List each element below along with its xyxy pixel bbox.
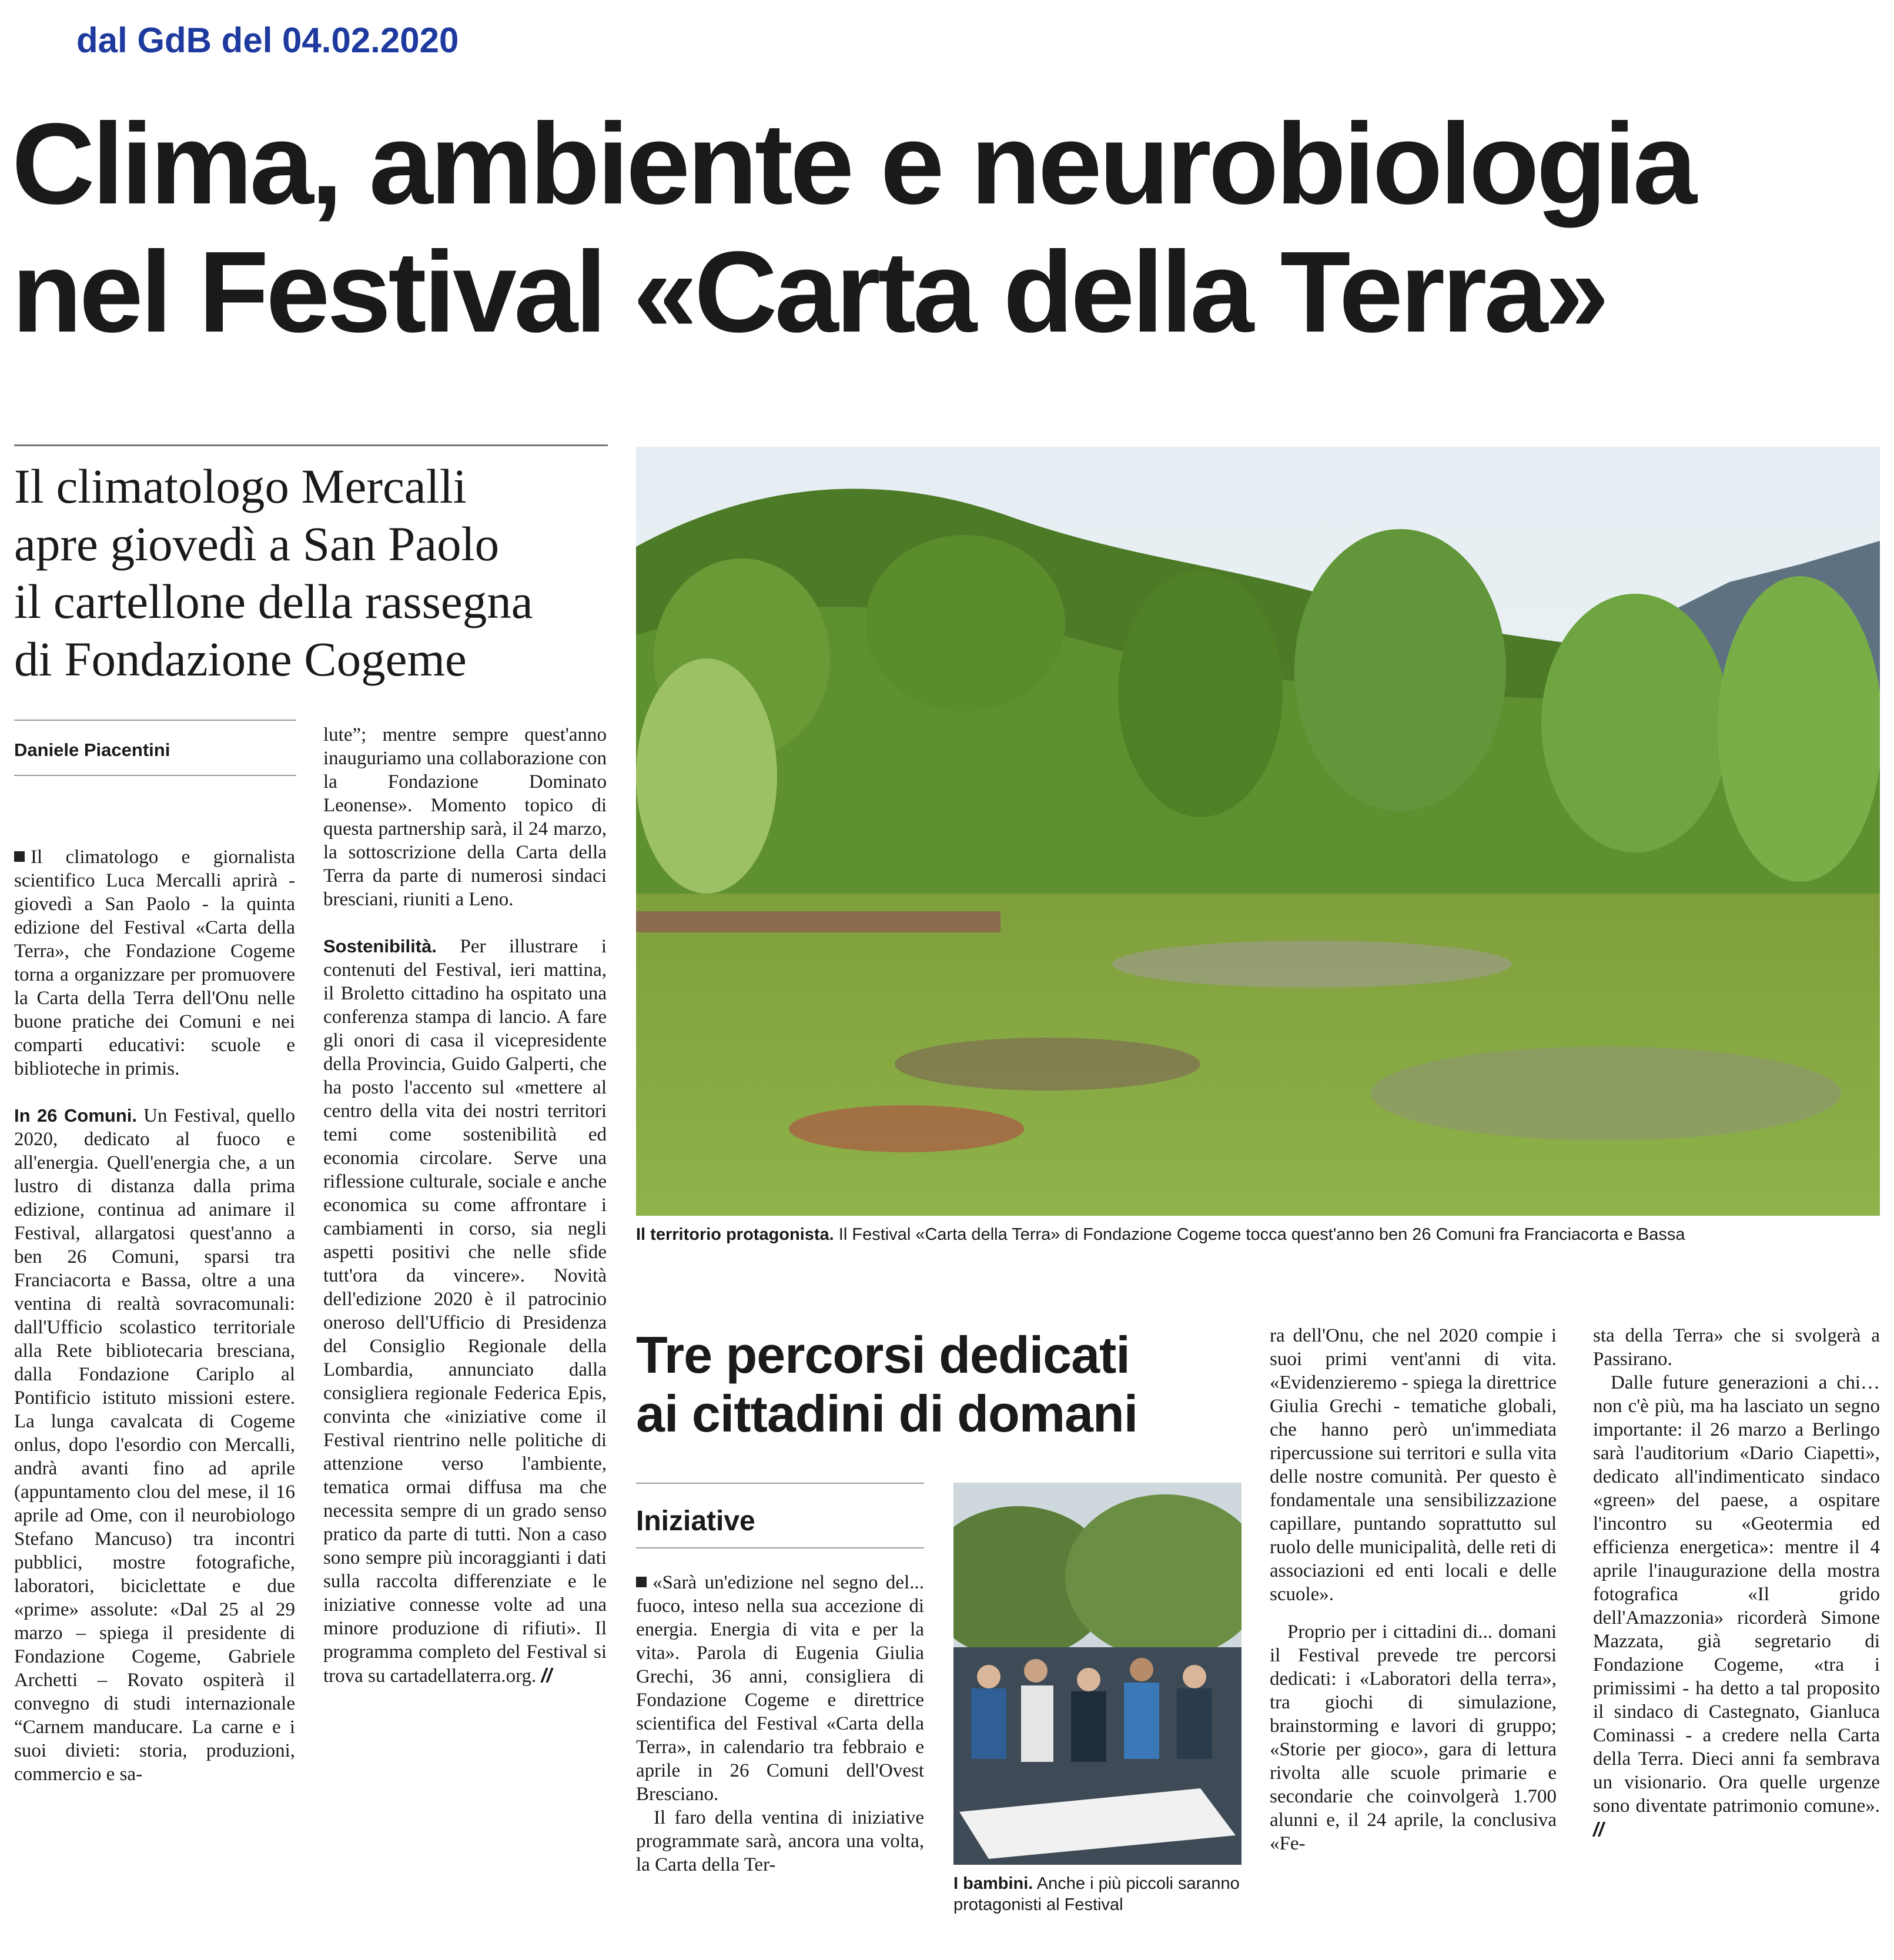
subheadline-line1: Il climatologo Mercalli xyxy=(14,459,467,513)
bullet-square-icon xyxy=(14,851,25,862)
paragraph-text: ra dell'Onu, che nel 2020 compie i suoi primi vent'anni di vita. «Evidenzieremo - spiega la direttrice Giulia Grechi - tematiche globali, che hanno però un'immediata ripercussione sui territori e sulla vita delle nostre comunità. Per questo è fondamentale una sensibilizzazione capillare, puntando soprattutto sul ruolo delle municipalità, delle reti di associazioni ed enti locali e delle scuole». xyxy=(1270,1325,1557,1605)
article-column-1 xyxy=(14,845,295,1810)
paragraph xyxy=(1593,1324,1880,1371)
article-end-mark: // xyxy=(541,1664,552,1686)
main-headline xyxy=(12,100,1881,356)
paragraph xyxy=(14,1104,295,1786)
paragraph xyxy=(323,935,607,1688)
subheadline-line2: apre giovedì a San Paolo xyxy=(14,517,500,571)
children-photo-caption xyxy=(953,1873,1242,1915)
paragraph-text: Per illustrare i contenuti del Festival, ieri mattina, il Broletto cittadino ha ospitato una conferenza stampa di lancio. A fare gli onori di casa il vicepresidente della Provincia, Guido Galperti, che ha posto l'accento sul «mettere al centro della vita dei nostri territori temi come sostenibilità ed economia circolare. Serve una riflessione culturale, sociale e anche economica su come affrontare i cambiamenti in corso, sia negli aspetti positivi che nelle sfide tutt'ora da vincere». Novità dell'edizione 2020 è il patrocinio oneroso dell'Ufficio di Presidenza del Consiglio Regionale della Lombardia, annunciato dalla consigliera regionale Federica Epis, convinta che «iniziative come il Festival rientrino nelle politiche di attenzione verso l'ambiente, tematica ormai diffusa ma che necessita sempre di un grado senso pratico da parte di tutti. Non a caso sono sempre più incoraggianti i dati sulla raccolta differenziate e le iniziative connesse volte ad una minore produzione di rifiuti». Il programma completo del Festival si trova su cartadellaterra.org. xyxy=(323,936,607,1687)
paragraph-text: «Sarà un'edizione nel segno del... fuoco, inteso nella sua accezione di energia. Energia di vita e per la vita». Parola di Eugenia Giulia Grechi, 36 anni, consigliera di Fondazione Cogeme e direttrice scientifica del Festival «Carta della Terra», in calendario tra febbraio e aprile in 26 Comuni dell'Ovest Bresciano. xyxy=(636,1572,924,1805)
article-end-mark: // xyxy=(1593,1818,1604,1840)
article2-column-1 xyxy=(636,1571,924,1900)
caption-text: Anche i più piccoli saranno protagonisti al Festival xyxy=(953,1874,1240,1914)
paragraph-text: Dalle future generazioni a chi… non c'è più, ma ha lasciato un segno importante: il 26 marzo a Berlingo sarà l'auditorium «Dario Ciapetti», dedicato all'indimenticato sindaco «green» del paese, a ospitare l'incontro su «Geotermia ed efficienza energetica»: mentre il 4 aprile l'inaugurazione della mostra fotografica «Il grido dell'Amazzonia» ricorderà Simone Mazzata, già segretario di Fondazione Cogeme, «tra i primissimi - ha detto a tal proposito il sindaco di Castegnato, Gianluca Cominassi - a credere nella Carta della Terra. Dieci anni fa sembrava un visionario. Ora quelle urgenze sono diventate patrimonio comune». xyxy=(1593,1372,1880,1817)
paragraph-text: Proprio per i cittadini di... domani il Festival prevede tre percorsi dedicati: i «Laboratori della terra», tra giochi di simulazione, brainstorming e lavori di gruppo; «Storie per gioco», gara di lettura rivolta alle scuole primarie e secondarie che coinvolgerà 1.700 alunni e, il 24 aprile, la conclusiva «Fe- xyxy=(1270,1621,1557,1854)
main-headline-line1: Clima, ambiente e neurobiologia xyxy=(12,99,1694,228)
divider xyxy=(14,775,296,776)
subheadline xyxy=(14,457,608,688)
paragraph-text: Il faro della ventina di iniziative programmate sarà, ancora una volta, la Carta della Ter- xyxy=(636,1807,924,1875)
paragraph-text: lute”; mentre sempre quest'anno inauguriamo una collaborazione con la Fondazione Dominato Leonense». Momento topico di questa partnership sarà, il 24 marzo, la sottoscrizione della Carta della Terra da parte di numerosi sindaci bresciani, riuniti a Leno. xyxy=(323,724,607,910)
paragraph-text: Il climatologo e giornalista scientifico Luca Mercalli aprirà - giovedì a San Paolo - la quinta edizione del Festival «Carta della Terra», che Fondazione Cogeme torna a organizzare per promuovere la Carta della Terra dell'Onu nelle buone pratiche dei Comuni e nei comparti educativi: scuole e biblioteche in primis. xyxy=(14,847,295,1079)
divider xyxy=(636,1483,924,1484)
caption-text: Il Festival «Carta della Terra» di Fondazione Cogeme tocca quest'anno ben 26 Comuni fra Franciacorta e Bassa xyxy=(834,1225,1685,1244)
paragraph xyxy=(1270,1324,1557,1606)
paragraph-text: sta della Terra» che si svolgerà a Passirano. xyxy=(1593,1325,1880,1370)
children-crowd-photo xyxy=(953,1483,1242,1865)
section-label: Iniziative xyxy=(636,1506,755,1537)
paragraph xyxy=(636,1806,924,1877)
main-photo-caption xyxy=(636,1224,1880,1245)
paragraph xyxy=(1270,1620,1557,1855)
children-photo xyxy=(953,1483,1242,1865)
paragraph-kicker: In 26 Comuni. xyxy=(14,1105,138,1126)
main-headline-line2: nel Festival «Carta della Terra» xyxy=(12,228,1607,356)
bullet-square-icon xyxy=(636,1577,647,1587)
festival-park-photo xyxy=(636,447,1880,1216)
article2-column-3 xyxy=(1270,1324,1557,1879)
divider xyxy=(636,1547,924,1548)
article-column-2 xyxy=(323,723,607,1711)
paragraph xyxy=(1593,1371,1880,1842)
paragraph-kicker: Sostenibilità. xyxy=(323,936,437,956)
paragraph-text: Un Festival, quello 2020, dedicato al fuoco e all'energia. Quell'energia che, a un lustro di distanza dalla prima edizione, continua ad animare il Festival, allargatosi quest'anno a ben 26 Comuni, sparsi tra Franciacorta e Bassa, oltre a una ventina di realtà sovracomunali: dall'Ufficio scolastico territoriale alla Rete bibliotecaria bresciana, dalla Fondazione Cariplo al Pontificio istituto missioni estere. La lunga cavalcata di Cogeme onlus, dopo l'esordio con Mercalli, andrà avanti fino ad aprile (appuntamento clou del mese, il 16 aprile ad Ome, con il neurobiologo Stefano Mancuso) tra incontri pubblici, mostre fotografiche, laboratori, biciclettate e due «prime» assolute: «Dal 25 al 29 marzo – spiega il presidente di Fondazione Cogeme, Gabriele Archetti – Rovato ospiterà il convegno di studi internazionale “Carnem manducare. La carne e i suoi divieti: storia, produzioni, commercio e sa- xyxy=(14,1105,296,1785)
subheadline-line4: di Fondazione Cogeme xyxy=(14,632,467,686)
secondary-headline-line2: ai cittadini di domani xyxy=(636,1384,1138,1443)
paragraph xyxy=(323,723,607,911)
paragraph xyxy=(14,845,295,1081)
caption-bold: I bambini. xyxy=(953,1874,1033,1893)
main-photo xyxy=(636,447,1880,1216)
caption-bold: Il territorio protagonista. xyxy=(636,1225,834,1244)
secondary-headline-line1: Tre percorsi dedicati xyxy=(636,1326,1130,1384)
source-label: dal GdB del 04.02.2020 xyxy=(76,21,459,60)
paragraph xyxy=(636,1571,924,1806)
byline: Daniele Piacentini xyxy=(14,740,170,760)
subheadline-line3: il cartellone della rassegna xyxy=(14,574,533,628)
article2-column-4 xyxy=(1593,1324,1880,1865)
secondary-headline xyxy=(636,1326,1224,1443)
divider xyxy=(14,444,608,446)
divider xyxy=(14,720,296,721)
